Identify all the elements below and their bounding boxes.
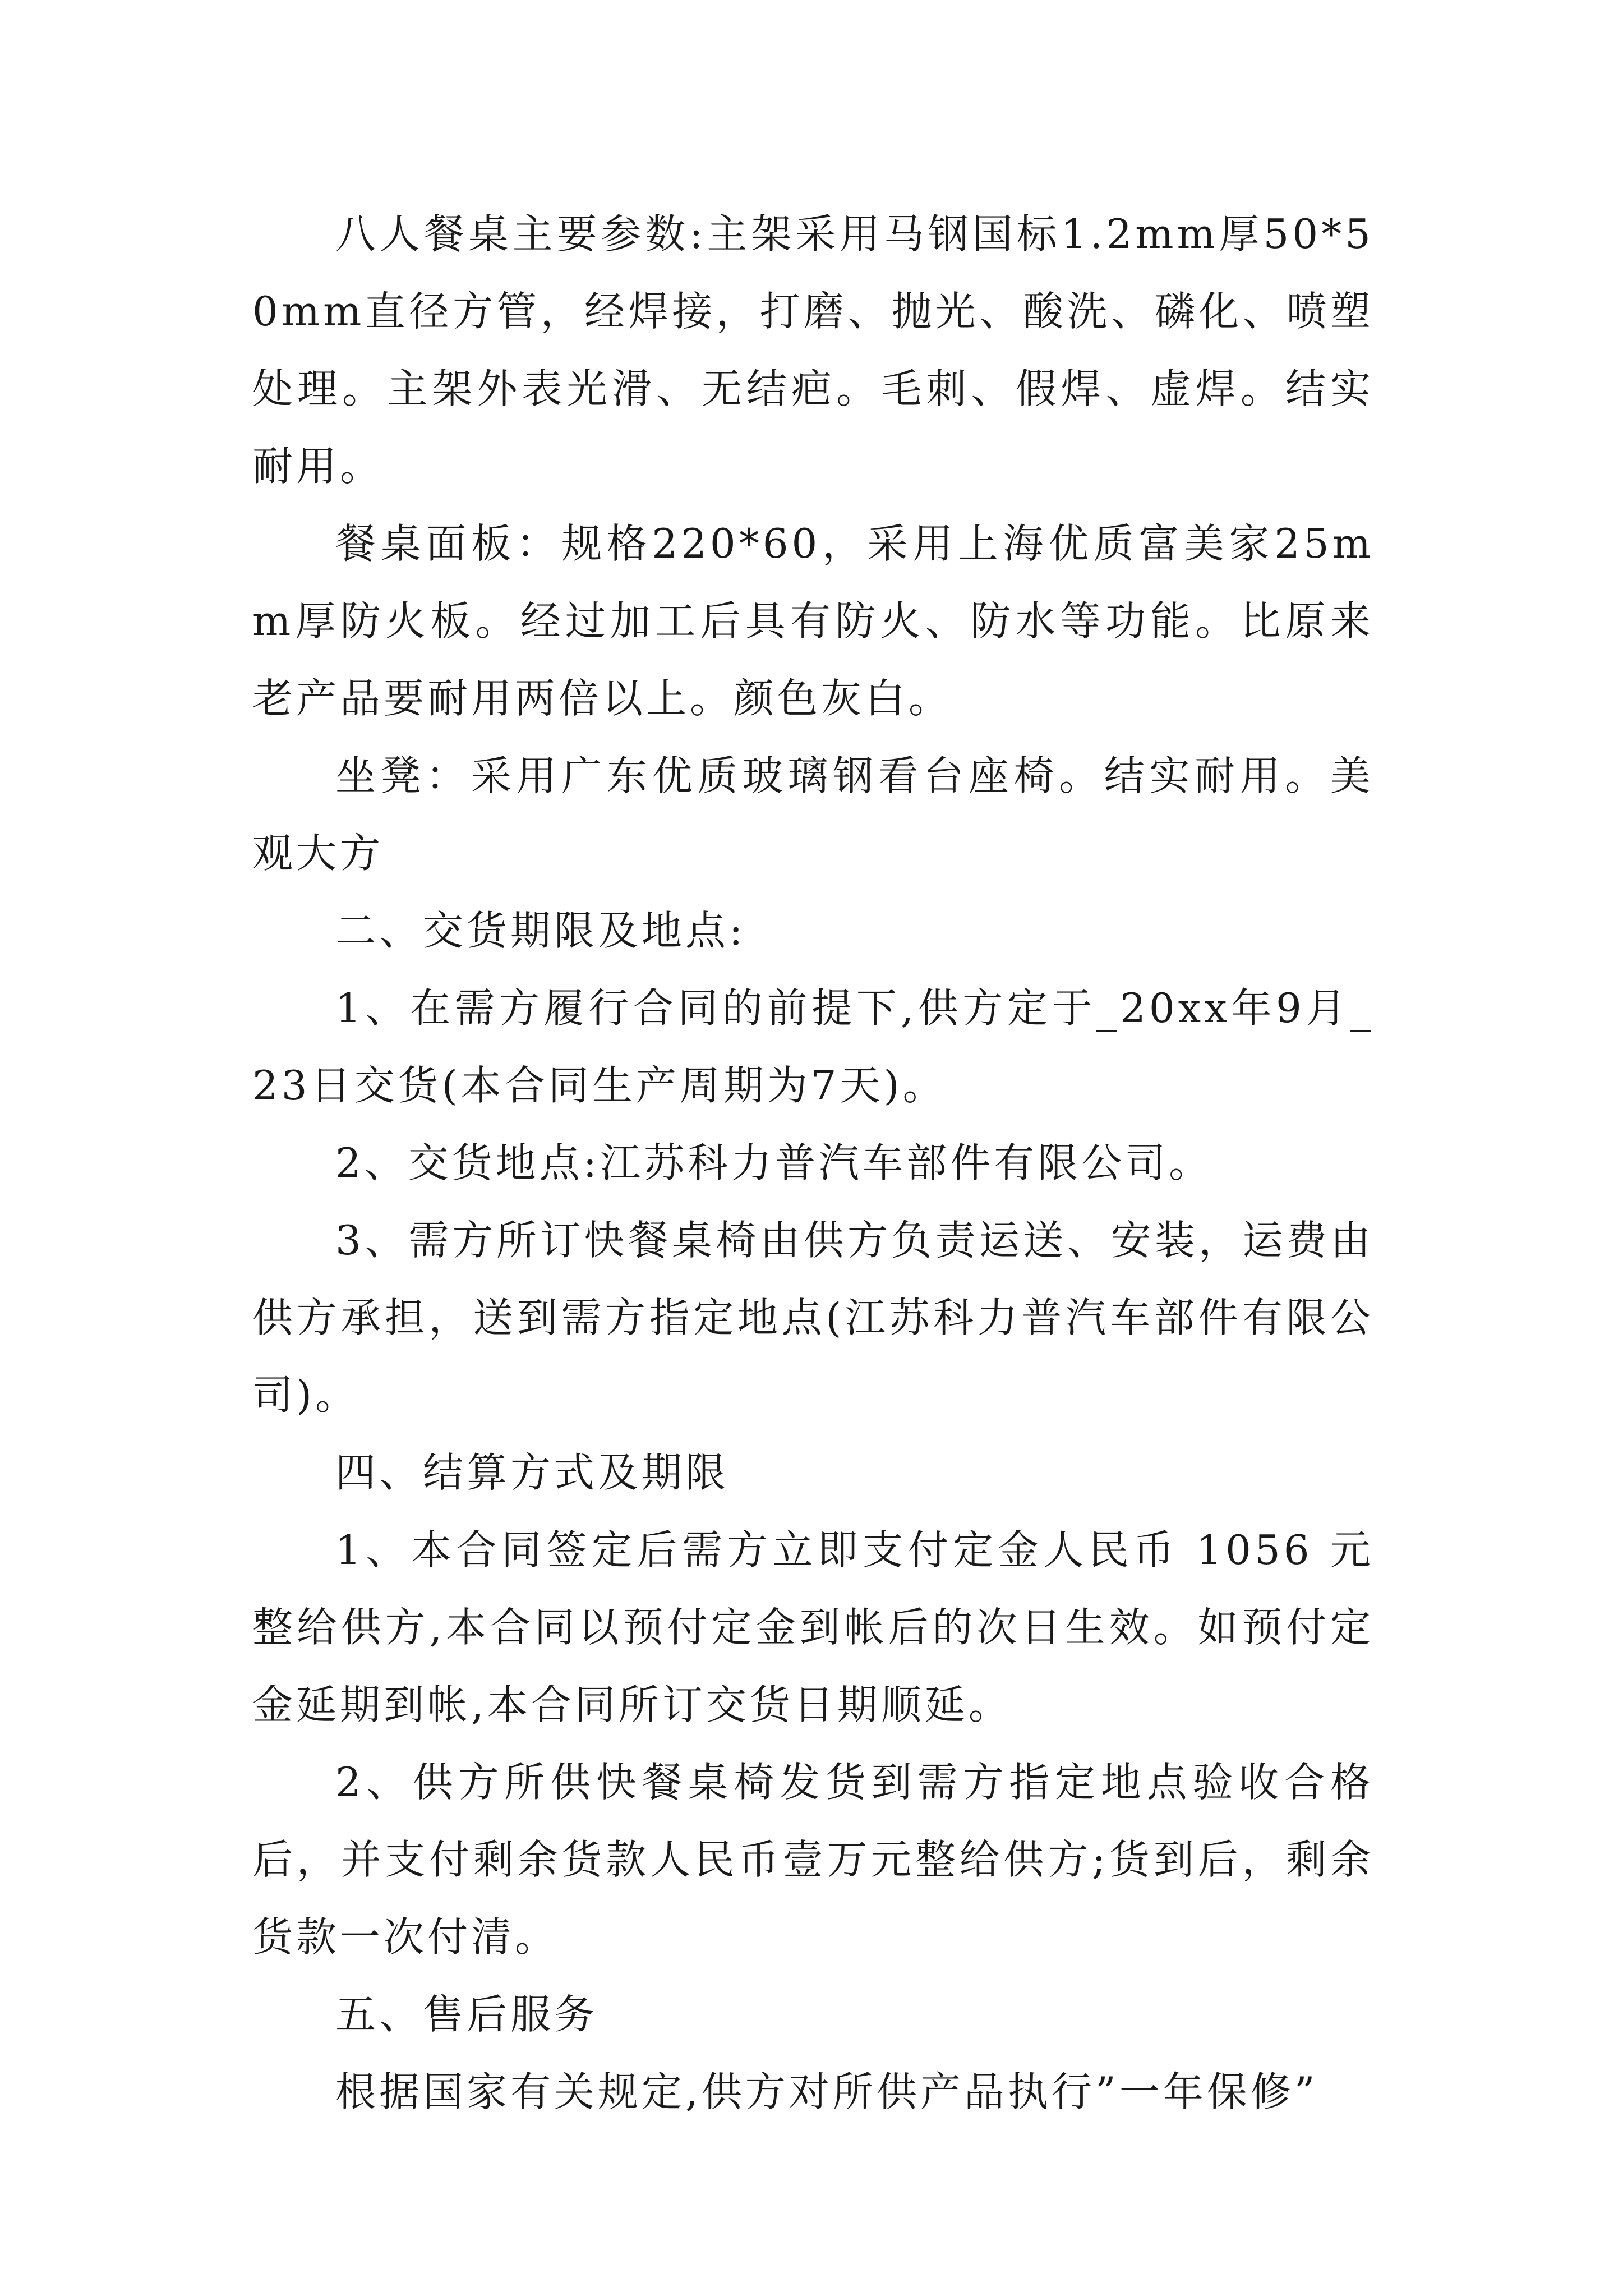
paragraph-tabletop-specs: 餐桌面板：规格220*60，采用上海优质富美家25mm厚防火板。经过加工后具有防火、防水等功能。比原来老产品要耐用两倍以上。颜色灰白。 <box>252 520 1374 722</box>
paragraph-delivery-location: 2、交货地点:江苏科力普汽车部件有限公司。 <box>335 1139 1213 1186</box>
paragraph-deposit: 1、本合同签定后需方立即支付定金人民币 1056 元整给供方,本合同以预付定金到帐后的次日生效。如预付定金延期到帐,本合同所订交货日期顺延。 <box>252 1526 1374 1728</box>
paragraph-delivery-date: 1、在需方履行合同的前提下,供方定于_20xx年9月_23日交货(本合同生产周期为7天)。 <box>252 984 1374 1109</box>
section-heading-after-sales: 五、售后服务 <box>335 1991 598 2038</box>
section-heading-delivery: 二、交货期限及地点: <box>335 907 746 954</box>
paragraph-table-specs: 八人餐桌主要参数:主架采用马钢国标1.2mm厚50*50mm直径方管，经焊接，打磨、抛光、酸洗、磷化、喷塑处理。主架外表光滑、无结疤。毛刺、假焊、虚焊。结实耐用。 <box>252 210 1374 490</box>
paragraph-balance-payment: 2、供方所供快餐桌椅发货到需方指定地点验收合格后，并支付剩余货款人民币壹万元整给供方;货到后，剩余货款一次付清。 <box>252 1759 1374 1961</box>
paragraph-stool-specs: 坐凳：采用广东优质玻璃钢看台座椅。结实耐用。美观大方 <box>252 752 1374 877</box>
section-heading-settlement: 四、结算方式及期限 <box>335 1449 730 1496</box>
paragraph-warranty: 根据国家有关规定,供方对所供产品执行”一年保修” <box>335 2068 1318 2115</box>
document-body <box>252 195 1374 2131</box>
paragraph-shipping-installation: 3、需方所订快餐桌椅由供方负责运送、安装，运费由供方承担，送到需方指定地点(江苏科力普汽车部件有限公司)。 <box>252 1217 1374 1419</box>
